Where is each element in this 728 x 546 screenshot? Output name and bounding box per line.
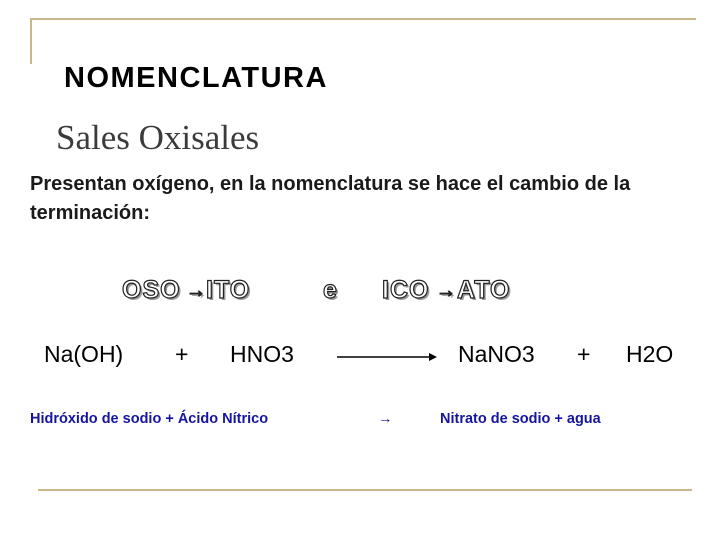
rule-ito: ITO	[206, 276, 251, 304]
rule-arrow-2: →	[436, 280, 457, 302]
reaction-arrow-icon	[337, 352, 437, 362]
left-border-line	[30, 18, 32, 64]
slide-subtitle: Sales Oxisales	[56, 118, 260, 157]
equation-product-1: NaNO3	[458, 341, 535, 367]
rule-ato: ATO	[457, 276, 511, 304]
equation-product-2: H2O	[626, 341, 674, 367]
bottom-border-line	[38, 489, 692, 491]
rule-oso: OSO	[122, 276, 181, 304]
caption-arrow: →	[378, 411, 393, 427]
equation-reactant-2: HNO3	[230, 341, 294, 367]
top-border-line	[30, 18, 696, 20]
rule-arrow-1: →	[186, 280, 207, 302]
equation-plus-2: +	[577, 341, 591, 367]
caption-products: Nitrato de sodio + agua	[440, 411, 601, 427]
equation-plus-1: +	[175, 341, 189, 367]
intro-text: Presentan oxígeno, en la nomenclatura se hace el cambio de la terminación:	[30, 173, 631, 224]
caption-reactants: Hidróxido de sodio + Ácido Nítrico	[30, 411, 269, 427]
slide-title: NOMENCLATURA	[64, 62, 328, 94]
rule-connector: e	[323, 276, 338, 304]
equation-reactant-1: Na(OH)	[44, 341, 124, 367]
rule-ico: ICO	[382, 276, 430, 304]
